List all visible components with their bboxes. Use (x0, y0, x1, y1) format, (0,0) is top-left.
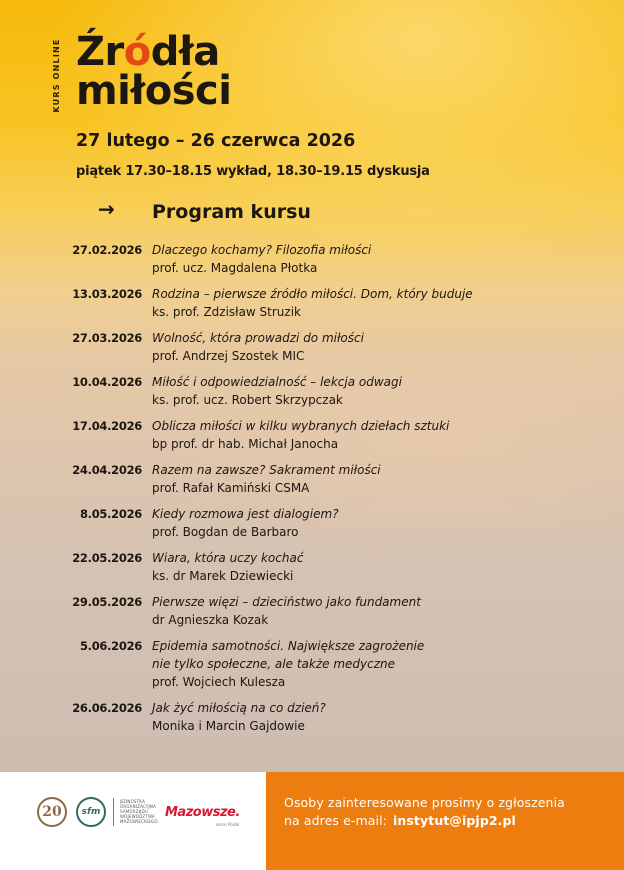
program-date: 24.04.2026 (72, 463, 142, 477)
title-letter: d (150, 29, 179, 75)
program-topic: Oblicza miłości w kilku wybranych dziełach sztuki (152, 419, 450, 433)
anniversary-20-logo: 20 (37, 797, 67, 827)
program-date: 8.05.2026 (79, 507, 142, 521)
program-speaker: ks. prof. Zdzisław Struzik (152, 305, 301, 319)
program-list (0, 241, 624, 743)
program-speaker: prof. Bogdan de Barbaro (152, 525, 299, 539)
sfm-logo: sfm (76, 797, 106, 827)
program-item (0, 417, 624, 453)
arrow-right-icon: → (98, 197, 115, 221)
program-topic: Dlaczego kochamy? Filozofia miłości (152, 243, 372, 257)
program-item (0, 637, 624, 691)
program-date: 27.02.2026 (72, 243, 142, 257)
program-item (0, 285, 624, 321)
program-item (0, 329, 624, 365)
mazowsze-tagline: serce Polski (216, 822, 240, 827)
cta-line-2-text: na adres e-mail: (284, 813, 387, 828)
cta-line-2 (284, 813, 516, 828)
jst-line: SAMORZĄDU (120, 809, 149, 814)
jst-line: WOJEWÓDZTWA (120, 814, 155, 819)
program-speaker: Monika i Marcin Gajdowie (152, 719, 305, 733)
program-topic: Wolność, która prowadzi do miłości (152, 331, 364, 345)
program-date: 17.04.2026 (72, 419, 142, 433)
program-date: 29.05.2026 (72, 595, 142, 609)
program-item (0, 505, 624, 541)
program-item (0, 549, 624, 585)
title-letter: Ź (76, 29, 105, 75)
program-topic: Razem na zawsze? Sakrament miłości (152, 463, 381, 477)
program-speaker: prof. Andrzej Szostek MIC (152, 349, 305, 363)
program-speaker: prof. Rafał Kamiński CSMA (152, 481, 310, 495)
title-line-2: miłości (76, 68, 232, 114)
program-item (0, 461, 624, 497)
logo-divider (113, 798, 114, 826)
program-date: 13.03.2026 (72, 287, 142, 301)
program-speaker: ks. prof. ucz. Robert Skrzypczak (152, 393, 343, 407)
program-topic: Miłość i odpowiedzialność – lekcja odwagi (152, 375, 402, 389)
program-date: 10.04.2026 (72, 375, 142, 389)
program-speaker: prof. ucz. Magdalena Płotka (152, 261, 318, 275)
program-item (0, 241, 624, 277)
jst-line: JEDNOSTKA (120, 799, 145, 804)
title-letter: a (193, 29, 220, 75)
program-topic: Rodzina – pierwsze źródło miłości. Dom, który buduje (152, 287, 473, 301)
title-letter: ó (123, 29, 151, 75)
program-date: 27.03.2026 (72, 331, 142, 345)
program-date: 22.05.2026 (72, 551, 142, 565)
program-item (0, 699, 624, 735)
program-topic-continued: nie tylko społeczne, ale także medyczne (152, 657, 395, 671)
program-speaker: prof. Wojciech Kulesza (152, 675, 286, 689)
contact-email-link[interactable]: instytut@ipjp2.pl (393, 813, 516, 828)
program-speaker: bp prof. dr hab. Michał Janocha (152, 437, 339, 451)
program-topic: Wiara, która uczy kochać (152, 551, 304, 565)
program-topic: Epidemia samotności. Największe zagrożenie (152, 639, 425, 653)
course-hours: piątek 17.30–18.15 wykład, 18.30–19.15 dyskusja (76, 164, 430, 179)
mazowsze-logo: Mazowsze. (165, 805, 240, 820)
program-topic: Jak żyć miłością na co dzień? (152, 701, 326, 715)
program-date: 26.06.2026 (72, 701, 142, 715)
jst-line: ORGANIZACYJNA (120, 804, 157, 809)
cta-line-1: Osoby zainteresowane prosimy o zgłoszenia (284, 795, 565, 810)
program-topic: Kiedy rozmowa jest dialogiem? (152, 507, 339, 521)
title-letter: r (104, 29, 124, 75)
title-line-1 (76, 29, 231, 75)
course-type-label: KURS ONLINE (52, 38, 61, 113)
page-title (76, 29, 232, 114)
jst-line: MAZOWIECKIEGO (120, 819, 158, 824)
title-letter: ł (178, 29, 194, 75)
program-topic: Pierwsze więzi – dzieciństwo jako fundament (152, 595, 421, 609)
program-date: 5.06.2026 (79, 639, 142, 653)
program-item (0, 593, 624, 629)
jst-label (120, 799, 164, 824)
course-dates: 27 lutego – 26 czerwca 2026 (76, 131, 356, 151)
title-line-1-text (76, 29, 231, 75)
program-heading: Program kursu (152, 201, 311, 223)
program-speaker: dr Agnieszka Kozak (152, 613, 269, 627)
program-speaker: ks. dr Marek Dziewiecki (152, 569, 294, 583)
program-item (0, 373, 624, 409)
